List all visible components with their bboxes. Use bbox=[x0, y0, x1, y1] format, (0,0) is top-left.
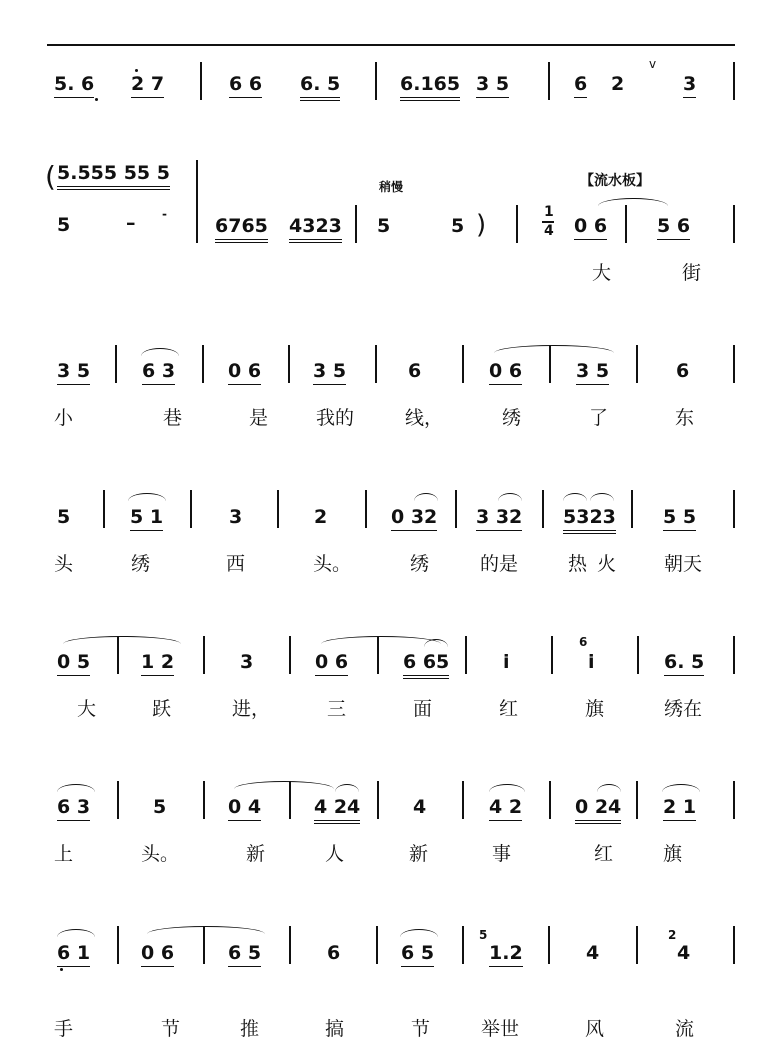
note-group: 1.2 bbox=[489, 944, 523, 963]
slur bbox=[662, 784, 700, 792]
bar-line bbox=[636, 781, 638, 819]
lyric: 的是 bbox=[480, 553, 519, 575]
note: 5 bbox=[377, 215, 391, 237]
bar-line bbox=[115, 345, 117, 383]
lyric: 大 bbox=[77, 698, 97, 720]
lyric: 旗 bbox=[585, 698, 605, 720]
right-parenthesis: ) bbox=[476, 210, 487, 240]
lyric: 人 bbox=[325, 843, 345, 865]
bar-line bbox=[355, 205, 357, 243]
note-group: 4323 bbox=[289, 217, 342, 236]
note-group: 3 5 bbox=[313, 362, 346, 381]
note-group: 0 5 bbox=[57, 653, 90, 672]
note: 2 bbox=[314, 506, 328, 528]
note: 4 bbox=[586, 942, 600, 964]
bar-line bbox=[733, 490, 735, 528]
bar-line bbox=[548, 62, 550, 100]
lyric: 绣在 bbox=[664, 698, 703, 720]
bar-line bbox=[462, 781, 464, 819]
grace-note: 5 bbox=[479, 928, 488, 942]
note-group: 0 32 bbox=[391, 508, 437, 527]
lyric: 巷 bbox=[163, 407, 183, 429]
bar-line bbox=[625, 205, 627, 243]
bar-line bbox=[289, 781, 291, 819]
bar-line bbox=[117, 781, 119, 819]
lyric: 绣 bbox=[502, 407, 522, 429]
high-octave-dot bbox=[135, 69, 138, 72]
bar-line bbox=[455, 490, 457, 528]
lyric: 红 bbox=[499, 698, 519, 720]
note-group: 6.165 bbox=[400, 75, 460, 94]
lyric: 绣 bbox=[131, 553, 151, 575]
lyric: 东 bbox=[675, 407, 695, 429]
bar-line bbox=[733, 345, 735, 383]
slur bbox=[424, 639, 448, 647]
note-group: 6 3 bbox=[57, 798, 90, 817]
bar-line bbox=[117, 926, 119, 964]
note-group: 3 5 bbox=[576, 362, 609, 381]
bar-line bbox=[462, 926, 464, 964]
slur bbox=[498, 493, 522, 501]
bar-line bbox=[376, 926, 378, 964]
lyric: 推 bbox=[240, 1018, 260, 1040]
bar-line bbox=[636, 926, 638, 964]
upper-voice-notes: 5.555 55 5 bbox=[57, 164, 170, 183]
left-parenthesis: ( bbox=[45, 160, 56, 193]
note: 3 bbox=[229, 506, 243, 528]
bar-line bbox=[516, 205, 518, 243]
note-group: 6. 5 bbox=[664, 653, 704, 672]
lyric: 头 bbox=[54, 553, 74, 575]
note-group: 6765 bbox=[215, 217, 268, 236]
lyric: 上 bbox=[54, 843, 74, 865]
slur bbox=[57, 929, 95, 937]
slur bbox=[63, 636, 181, 644]
note: 4 bbox=[413, 796, 427, 818]
bar-line bbox=[542, 490, 544, 528]
note-group: 5 5 bbox=[663, 508, 696, 527]
bar-line bbox=[117, 636, 119, 674]
note-group: 0 6 bbox=[315, 653, 348, 672]
note-group: 0 4 bbox=[228, 798, 261, 817]
bar-line bbox=[203, 636, 205, 674]
slur bbox=[141, 348, 179, 356]
lyric: 朝天 bbox=[664, 553, 703, 575]
bar-line bbox=[462, 345, 464, 383]
note-mark: - bbox=[162, 207, 167, 221]
lyric: 风 bbox=[585, 1018, 605, 1040]
note-group: 1 2 bbox=[141, 653, 174, 672]
bar-line bbox=[733, 205, 735, 243]
staff-top-rule bbox=[47, 44, 735, 46]
lyric: 新 bbox=[246, 843, 266, 865]
lyric: 搞 bbox=[325, 1018, 345, 1040]
note-group: 6 5 bbox=[228, 944, 261, 963]
bar-line bbox=[631, 490, 633, 528]
bar-line bbox=[551, 636, 553, 674]
note-group: 0 6 bbox=[228, 362, 261, 381]
breath-mark: v bbox=[649, 57, 657, 71]
slur bbox=[400, 929, 438, 937]
lyric: 了 bbox=[589, 407, 609, 429]
lyric: 街 bbox=[682, 262, 702, 284]
low-octave-dot bbox=[95, 98, 98, 101]
bar-line bbox=[549, 345, 551, 383]
note-group: 0 6 bbox=[574, 217, 607, 236]
note-group: 0 6 bbox=[141, 944, 174, 963]
note: 2 bbox=[611, 73, 625, 95]
lyric: 面 bbox=[413, 698, 433, 720]
bar-line bbox=[465, 636, 467, 674]
note: 5 bbox=[451, 215, 465, 237]
bar-line bbox=[365, 490, 367, 528]
bar-line bbox=[636, 345, 638, 383]
note-group: 6 1 bbox=[57, 944, 90, 963]
bar-line bbox=[548, 926, 550, 964]
note: 6 bbox=[327, 942, 341, 964]
bar-line bbox=[289, 636, 291, 674]
bar-line bbox=[733, 926, 735, 964]
lyric: 头。 bbox=[313, 553, 352, 575]
lyric: 手 bbox=[54, 1018, 74, 1040]
note-group: 4 2 bbox=[489, 798, 522, 817]
bar-line bbox=[377, 781, 379, 819]
note: 3 bbox=[683, 75, 696, 94]
bar-line bbox=[190, 490, 192, 528]
note: 6 bbox=[408, 360, 422, 382]
slur bbox=[147, 926, 265, 934]
note-group: 5 1 bbox=[130, 508, 163, 527]
slur bbox=[563, 493, 587, 501]
slur bbox=[414, 493, 438, 501]
note-group: 0 6 bbox=[489, 362, 522, 381]
slur bbox=[234, 781, 334, 789]
lyric: 绣 bbox=[410, 553, 430, 575]
note: i bbox=[503, 651, 510, 673]
lyric: 热 bbox=[568, 553, 588, 575]
lyric: 西 bbox=[226, 553, 246, 575]
note-group: 5. 6 bbox=[54, 75, 94, 94]
bar-line bbox=[733, 62, 735, 100]
time-signature-top: 1 bbox=[544, 204, 554, 220]
lyric: 新 bbox=[409, 843, 429, 865]
bar-line bbox=[200, 62, 202, 100]
lyric: 线， bbox=[405, 407, 444, 429]
note-group: 3 5 bbox=[476, 75, 509, 94]
bar-line bbox=[549, 781, 551, 819]
note-group: 6 5 bbox=[401, 944, 434, 963]
note: 4 bbox=[677, 942, 691, 964]
lyric: 旗 bbox=[663, 843, 683, 865]
grace-note: 2 bbox=[668, 928, 677, 942]
note-group: 3 5 bbox=[57, 362, 90, 381]
bar-line bbox=[375, 345, 377, 383]
slur bbox=[57, 784, 95, 792]
bar-line bbox=[733, 636, 735, 674]
note: 5 bbox=[153, 796, 167, 818]
bar-line bbox=[203, 926, 205, 964]
note: 5 bbox=[57, 506, 71, 528]
bar-line bbox=[196, 205, 198, 243]
note: 3 bbox=[240, 651, 254, 673]
lyric: 火 bbox=[597, 553, 617, 575]
tempo-marking: 稍慢 bbox=[379, 180, 404, 194]
dash-note: – bbox=[126, 212, 136, 234]
time-signature-bottom: 4 bbox=[544, 223, 554, 239]
bar-line bbox=[277, 490, 279, 528]
note-group: 5 6 bbox=[657, 217, 690, 236]
slur bbox=[597, 784, 621, 792]
note: 6 bbox=[574, 75, 587, 94]
lyric: 事 bbox=[492, 843, 512, 865]
lyric: 跃 bbox=[152, 698, 172, 720]
slur bbox=[590, 493, 614, 501]
note-group: 6 65 bbox=[403, 653, 449, 672]
lyric: 三 bbox=[327, 698, 347, 720]
bar-line bbox=[377, 636, 379, 674]
note-group: 4 24 bbox=[314, 798, 360, 817]
note-group: 3 32 bbox=[476, 508, 522, 527]
lyric: 头。 bbox=[141, 843, 180, 865]
note: i bbox=[588, 651, 595, 673]
slur bbox=[335, 784, 359, 792]
bar-line bbox=[637, 636, 639, 674]
bar-line bbox=[375, 62, 377, 100]
lyric: 节 bbox=[411, 1018, 431, 1040]
lyric: 流 bbox=[675, 1018, 695, 1040]
note-group: 5323 bbox=[563, 508, 616, 527]
bar-line bbox=[203, 781, 205, 819]
slur bbox=[128, 493, 166, 501]
lyric: 节 bbox=[161, 1018, 181, 1040]
bar-line bbox=[733, 781, 735, 819]
note-group: 0 24 bbox=[575, 798, 621, 817]
lyric: 是 bbox=[249, 407, 269, 429]
lyric: 进， bbox=[232, 698, 271, 720]
slur bbox=[598, 198, 668, 206]
slur bbox=[494, 345, 614, 353]
note-group: 6 3 bbox=[142, 362, 175, 381]
note-group: 6. 5 bbox=[300, 75, 340, 94]
slur bbox=[489, 784, 525, 792]
lyric: 小 bbox=[54, 407, 74, 429]
lyric: 举世 bbox=[481, 1018, 520, 1040]
note: 6 bbox=[676, 360, 690, 382]
lyric: 我的 bbox=[316, 407, 355, 429]
slur bbox=[321, 636, 441, 644]
bar-line bbox=[288, 345, 290, 383]
grace-note: 6 bbox=[579, 635, 588, 649]
bar-line bbox=[289, 926, 291, 964]
section-marking: 【流水板】 bbox=[580, 173, 650, 189]
bar-line bbox=[103, 490, 105, 528]
note-group: 2 7 bbox=[131, 75, 164, 94]
note-group: 6 6 bbox=[229, 75, 262, 94]
note: 5 bbox=[57, 214, 71, 236]
lyric: 大 bbox=[592, 262, 612, 284]
low-octave-dot bbox=[60, 968, 63, 971]
bar-line bbox=[202, 345, 204, 383]
lyric: 红 bbox=[594, 843, 614, 865]
note-group: 2 1 bbox=[663, 798, 696, 817]
